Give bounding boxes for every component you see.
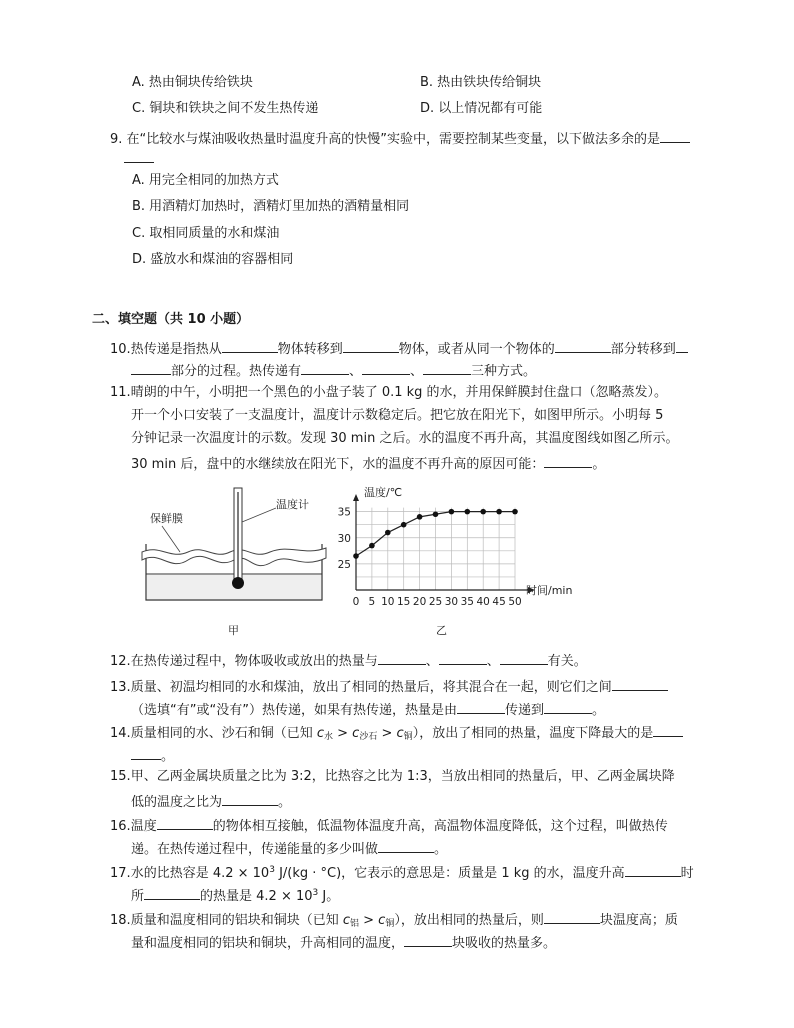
x-tick-label: 40 bbox=[476, 596, 490, 608]
answer-blank[interactable] bbox=[131, 745, 161, 760]
q15-line1 bbox=[110, 768, 675, 786]
q16-text: 递。在热传递过程中，传递能量的多少叫做 bbox=[131, 842, 379, 857]
q16-line2 bbox=[131, 838, 447, 859]
answer-blank[interactable] bbox=[653, 722, 683, 737]
answer-blank[interactable] bbox=[362, 360, 410, 375]
q18-text: 块吸收的热量多。 bbox=[452, 936, 557, 951]
subscript: 铝 bbox=[349, 919, 359, 929]
x-tick-label: 35 bbox=[460, 596, 474, 608]
data-point bbox=[433, 511, 439, 517]
y-tick-label: 35 bbox=[337, 506, 351, 519]
q15-text: 低的温度之比为 bbox=[131, 795, 223, 810]
q17-text: J/(kg · °C)，它表示的意思是：质量是 1 kg 的水，温度升高 bbox=[274, 866, 625, 881]
q17-line2 bbox=[131, 884, 339, 906]
q8-option-a: A. 热由铜块传给铁块 bbox=[132, 75, 253, 90]
data-point bbox=[480, 509, 486, 515]
q18-text: 块温度高；质 bbox=[599, 913, 678, 928]
q18-line2 bbox=[131, 932, 556, 953]
q14-line1 bbox=[110, 722, 683, 746]
y-tick-label: 30 bbox=[337, 532, 351, 545]
q11-line2: 开一个小口安装了一支温度计，温度计示数稳定后。把它放在阳光下，如图甲所示。小明每 5 bbox=[131, 408, 664, 423]
q10-line2 bbox=[131, 360, 536, 381]
q13-text: 。 bbox=[591, 703, 605, 718]
q8-option-d: D. 以上情况都有可能 bbox=[420, 101, 543, 116]
answer-blank[interactable] bbox=[222, 338, 278, 353]
thermometer-label: 温度计 bbox=[276, 498, 309, 511]
data-point bbox=[401, 522, 407, 528]
q15-line2 bbox=[131, 791, 291, 812]
data-point bbox=[512, 509, 518, 515]
x-tick-label: 50 bbox=[508, 596, 522, 608]
data-point bbox=[496, 509, 502, 515]
answer-blank[interactable] bbox=[555, 338, 611, 353]
c-symbol: c bbox=[396, 726, 404, 741]
q11-line1 bbox=[110, 384, 667, 402]
chart-grid bbox=[356, 508, 515, 590]
q14-line2 bbox=[131, 745, 174, 766]
answer-blank[interactable] bbox=[343, 338, 399, 353]
subscript: 沙石 bbox=[359, 732, 378, 742]
q13-number: 13. bbox=[110, 680, 131, 695]
answer-blank[interactable] bbox=[625, 862, 681, 877]
c-symbol: c bbox=[342, 913, 350, 928]
q12-text: 、 bbox=[486, 654, 500, 669]
q12 bbox=[110, 650, 587, 671]
gt-symbol: > bbox=[359, 913, 379, 928]
superscript: 3 bbox=[312, 888, 319, 898]
q13-text: 质量、初温均相同的水和煤油，放出了相同的热量后，将其混合在一起，则它们之间 bbox=[130, 680, 612, 695]
answer-blank[interactable] bbox=[660, 128, 690, 143]
q10-text: 三种方式。 bbox=[471, 364, 537, 379]
answer-blank[interactable] bbox=[157, 815, 213, 830]
q17-text: 水的比热容是 4.2 × 10 bbox=[130, 866, 270, 881]
q13-text: （选填“有”或“没有”）热传递，如果有热传递，热量是由 bbox=[131, 703, 457, 718]
x-tick-label: 0 bbox=[352, 596, 360, 608]
film-pointer bbox=[162, 526, 180, 552]
c-symbol: c bbox=[352, 726, 360, 741]
figure-jia bbox=[140, 482, 330, 642]
x-tick-label: 45 bbox=[492, 596, 506, 608]
q11-line4 bbox=[131, 453, 605, 474]
q16-text: 的物体相互接触，低温物体温度升高，高温物体温度降低，这个过程，叫做热传 bbox=[212, 819, 668, 834]
q11-text: 。 bbox=[592, 457, 606, 472]
q10-text: 部分转移到 bbox=[610, 342, 676, 357]
answer-blank[interactable] bbox=[457, 699, 505, 714]
q15-text: 甲、乙两金属块质量之比为 3:2，比热容之比为 1:3，当放出相同的热量后，甲、乙两金属块降 bbox=[130, 769, 675, 784]
q17-number: 17. bbox=[110, 866, 131, 881]
x-tick-label: 5 bbox=[368, 596, 376, 608]
film-label: 保鲜膜 bbox=[150, 512, 183, 525]
q16-number: 16. bbox=[110, 819, 131, 834]
q10-text: 物体，或者从同一个物体的 bbox=[398, 342, 555, 357]
q17-text: 的热量是 4.2 × 10 bbox=[200, 889, 313, 904]
chart-ticks bbox=[338, 507, 522, 608]
thermometer bbox=[232, 488, 244, 589]
subscript: 铜 bbox=[385, 919, 395, 929]
q14-text: 质量相同的水、沙石和铜（已知 bbox=[130, 726, 317, 741]
superscript: 3 bbox=[269, 865, 275, 875]
data-point bbox=[417, 514, 423, 520]
subscript: 铜 bbox=[403, 732, 413, 742]
q17-line1 bbox=[110, 861, 694, 883]
q17-text: 所 bbox=[131, 889, 145, 904]
q16-text: 。 bbox=[434, 842, 448, 857]
q14-text: ），放出了相同的热量，温度下降最大的是 bbox=[412, 726, 654, 741]
answer-blank[interactable] bbox=[404, 932, 452, 947]
q18-text: ），放出相同的热量后，则 bbox=[394, 913, 544, 928]
y-axis-arrow bbox=[353, 494, 359, 501]
figure-yi-chart bbox=[330, 480, 590, 642]
answer-blank[interactable] bbox=[544, 453, 592, 468]
x-tick-label: 20 bbox=[412, 596, 427, 608]
y-tick-label: 25 bbox=[337, 558, 351, 571]
x-tick-label: 25 bbox=[428, 596, 443, 608]
q8-option-b: B. 热由铁块传给铜块 bbox=[420, 75, 542, 90]
q14-text: 。 bbox=[161, 749, 175, 764]
data-point bbox=[449, 509, 455, 515]
answer-blank[interactable] bbox=[544, 909, 600, 924]
q12-text: 在热传递过程中，物体吸收或放出的热量与 bbox=[130, 654, 378, 669]
answer-blank[interactable] bbox=[378, 650, 426, 665]
q11-line3: 分钟记录一次温度计的示数。发现 30 min 之后。水的温度不再升高，其温度图线如图乙所示。 bbox=[131, 431, 679, 446]
answer-blank[interactable] bbox=[500, 650, 548, 665]
x-axis-label: 时间/min bbox=[526, 584, 573, 597]
figure-caption-yi: 乙 bbox=[436, 624, 447, 637]
answer-blank[interactable] bbox=[439, 650, 487, 665]
q9-option-a: A. 用完全相同的加热方式 bbox=[132, 173, 279, 188]
q13-line2 bbox=[131, 699, 605, 720]
q18-line1 bbox=[110, 909, 678, 933]
c-symbol: c bbox=[378, 913, 386, 928]
q18-text: 量和温度相同的铝块和铜块，升高相同的温度， bbox=[131, 936, 405, 951]
q12-text: 有关。 bbox=[547, 654, 587, 669]
gt-symbol: > bbox=[333, 726, 353, 741]
c-symbol: c bbox=[316, 726, 324, 741]
q9-option-c: C. 取相同质量的水和煤油 bbox=[132, 226, 280, 241]
q16-line1 bbox=[110, 815, 668, 836]
data-point bbox=[385, 530, 391, 536]
q18-number: 18. bbox=[110, 913, 131, 928]
q9-option-b: B. 用酒精灯加热时，酒精灯里加热的酒精量相同 bbox=[132, 199, 410, 214]
q15-text: 。 bbox=[278, 795, 292, 810]
q9-option-d: D. 盛放水和煤油的容器相同 bbox=[132, 252, 294, 267]
chart-axes bbox=[353, 494, 535, 593]
q17-text: 时 bbox=[680, 866, 694, 881]
answer-blank[interactable] bbox=[222, 791, 278, 806]
q15-number: 15. bbox=[110, 769, 131, 784]
q10-text: 、 bbox=[410, 364, 424, 379]
q11-text: 晴朗的中午，小明把一个黑色的小盘子装了 0.1 kg 的水，并用保鲜膜封住盘口（忽略蒸发）。 bbox=[130, 385, 668, 400]
subscript: 水 bbox=[323, 732, 333, 742]
answer-blank[interactable] bbox=[544, 699, 592, 714]
data-point bbox=[465, 509, 471, 515]
figure-caption-jia: 甲 bbox=[228, 624, 239, 637]
answer-blank[interactable] bbox=[301, 360, 349, 375]
thermometer-pointer bbox=[242, 508, 276, 522]
q10-line1 bbox=[110, 338, 688, 359]
q13-line1 bbox=[110, 676, 668, 697]
q12-text: 、 bbox=[425, 654, 439, 669]
gt-symbol: > bbox=[377, 726, 397, 741]
answer-blank[interactable] bbox=[124, 148, 154, 163]
q8-option-c: C. 铜块和铁块之间不发生热传递 bbox=[132, 101, 319, 116]
answer-blank[interactable] bbox=[378, 838, 434, 853]
q14-number: 14. bbox=[110, 726, 131, 741]
answer-blank[interactable] bbox=[423, 360, 471, 375]
q11-number: 11. bbox=[110, 385, 131, 400]
q16-text: 温度 bbox=[130, 819, 157, 834]
q10-number: 10. bbox=[110, 342, 131, 357]
x-tick-label: 15 bbox=[397, 596, 411, 608]
answer-blank[interactable] bbox=[676, 338, 688, 353]
answer-blank[interactable] bbox=[144, 885, 200, 900]
q10-text: 物体转移到 bbox=[277, 342, 343, 357]
data-point bbox=[369, 543, 375, 549]
q9-stem-blank-cont bbox=[124, 148, 154, 169]
q10-text: 、 bbox=[349, 364, 363, 379]
q10-text: 热传递是指热从 bbox=[130, 342, 222, 357]
y-axis-label: 温度/℃ bbox=[364, 486, 403, 499]
answer-blank[interactable] bbox=[131, 360, 171, 375]
data-point bbox=[353, 553, 359, 559]
q13-text: 传递到 bbox=[504, 703, 544, 718]
q10-text: 部分的过程。热传递有 bbox=[171, 364, 302, 379]
section-title: 二、填空题（共 10 小题） bbox=[92, 312, 250, 327]
q18-text: 质量和温度相同的铝块和铜块（已知 bbox=[130, 913, 343, 928]
q9-stem bbox=[110, 128, 690, 149]
q9-text: 9. 在“比较水与煤油吸收热量时温度升高的快慢”实验中，需要控制某些变量，以下做法多余的是 bbox=[110, 132, 661, 147]
q17-text: J。 bbox=[318, 889, 340, 904]
q12-number: 12. bbox=[110, 654, 131, 669]
x-tick-label: 30 bbox=[444, 596, 459, 608]
q11-text: 30 min 后，盘中的水继续放在阳光下，水的温度不再升高的原因可能： bbox=[131, 457, 545, 472]
x-tick-label: 10 bbox=[381, 596, 395, 608]
answer-blank[interactable] bbox=[612, 676, 668, 691]
